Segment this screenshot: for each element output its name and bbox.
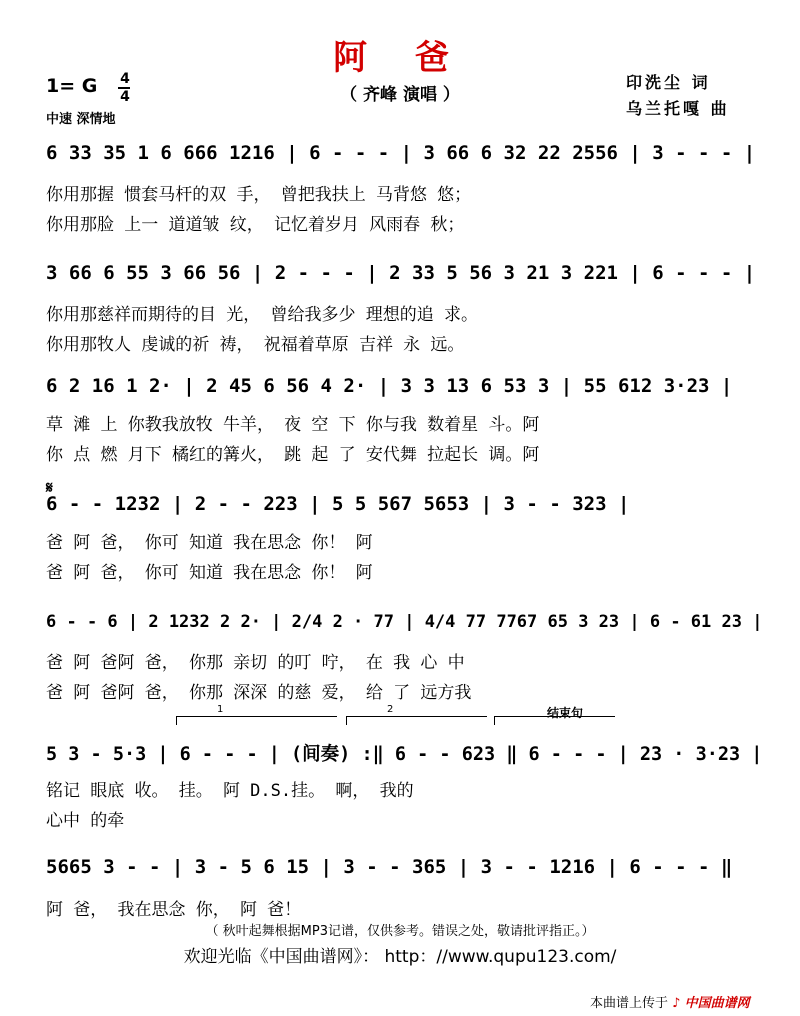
notes-line: 3 66 6 55 3 66 56 | 2 - - - | 2 33 5 56 3 21 3 221 | 6 - - - | — [46, 262, 756, 284]
notes-line: 5 3 - 5·3 | 6 - - - | (间奏) :‖ 6 - - 623 ‖ 6 - - - | 23 · 3·23 | — [46, 744, 763, 765]
lyric-line: 草 滩 上 你教我放牧 牛羊， 夜 空 下 你与我 数着星 斗。阿 — [46, 415, 540, 435]
lyric-line: 你用那脸 上一 道道皱 纹， 记忆着岁月 风雨春 秋； — [46, 215, 465, 235]
site-welcome: 欢迎光临《中国曲谱网》： http：//www.qupu123.com/ — [183, 947, 617, 967]
volta-bracket-1 — [176, 704, 337, 725]
lyric-line: 铭记 眼底 收。 挂。 阿 D.S.挂。 啊， 我的 — [46, 781, 414, 801]
notes-line: 6 - - 1232 | 2 - - 223 | 5 5 567 5653 | 3 - - 323 | — [46, 493, 630, 515]
lyric-line: 爸 阿 爸阿 爸， 你那 深深 的慈 爱， 给 了 远方我 — [46, 683, 472, 703]
volta-bracket-2 — [346, 704, 487, 725]
time-signature — [118, 72, 132, 104]
lyric-line: 你用那牧人 虔诚的祈 祷， 祝福着草原 吉祥 永 远。 — [46, 335, 465, 355]
singer-line: （ 齐峰 演唱 ） — [340, 85, 460, 105]
tempo-marking: 中速 深情地 — [46, 112, 116, 127]
music-note-icon: ♪ — [672, 996, 681, 1011]
composer-credit: 乌兰托嘎 曲 — [626, 99, 730, 118]
transcriber-note: （ 秋叶起舞根据MP3记谱，仅供参考。错误之处，敬请批评指正。） — [205, 924, 595, 939]
lyric-line: 你用那慈祥而期待的目 光， 曾给我多少 理想的追 求。 — [46, 305, 478, 325]
coda-label: 结束句 — [547, 706, 584, 720]
page-title: 阿 爸 — [333, 38, 467, 78]
lyric-line: 爸 阿 爸阿 爸， 你那 亲切 的叮 咛， 在 我 心 中 — [46, 653, 465, 673]
meter-top: 4 — [120, 71, 130, 87]
lyric-line: 爸 阿 爸， 你可 知道 我在思念 你！ 阿 — [46, 533, 373, 553]
notes-line: 6 - - 6 | 2 1232 2 2· | 2/4 2 · 77 | 4/4 77 7767 65 3 23 | 6 - 61 23 | — [46, 612, 763, 632]
notes-line: 6 33 35 1 6 666 1216 | 6 - - - | 3 66 6 32 22 2556 | 3 - - - | — [46, 142, 756, 164]
volta-number: 2 — [387, 704, 394, 715]
segno-sign: 𝄋 — [46, 478, 53, 497]
upload-credit — [590, 992, 750, 1011]
coda-bracket — [494, 706, 615, 725]
notes-line: 5665 3 - - | 3 - 5 6 15 | 3 - - 365 | 3 - - 1216 | 6 - - - ‖ — [46, 856, 733, 878]
lyric-line: 爸 阿 爸， 你可 知道 我在思念 你！ 阿 — [46, 563, 373, 583]
meter-bottom: 4 — [120, 89, 130, 105]
lyric-line: 心中 的牵 — [46, 811, 125, 831]
lyric-line: 你 点 燃 月下 橘红的篝火， 跳 起 了 安代舞 拉起长 调。阿 — [46, 445, 540, 465]
volta-number: 1 — [217, 704, 224, 715]
upload-brand: 中国曲谱网 — [684, 996, 750, 1011]
lyricist-credit: 印洗尘 词 — [626, 73, 711, 92]
key-signature: 1= G — [46, 75, 98, 97]
lyric-line: 你用那握 惯套马杆的双 手， 曾把我扶上 马背悠 悠； — [46, 185, 472, 205]
lyric-line: 阿 爸， 我在思念 你， 阿 爸！ — [46, 900, 302, 920]
notes-line: 6 2 16 1 2· | 2 45 6 56 4 2· | 3 3 13 6 53 3 | 55 612 3·23 | — [46, 375, 733, 397]
upload-label: 本曲谱上传于 — [590, 996, 669, 1011]
